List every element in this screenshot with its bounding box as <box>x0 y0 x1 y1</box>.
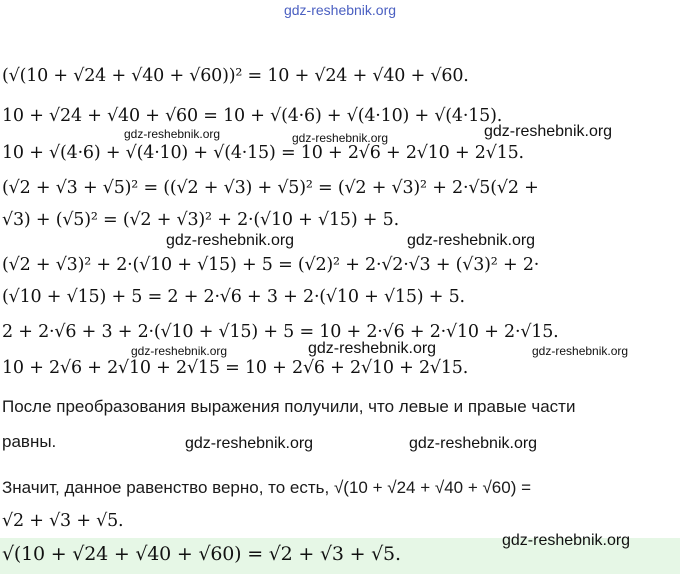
math-line-9: 10 + 2√6 + 2√10 + 2√15 = 10 + 2√6 + 2√10 + 2√15. <box>2 358 469 378</box>
math-line-6: (√2 + √3)² + 2·(√10 + √15) + 5 = (√2)² + 2·√2·√3 + (√3)² + 2· <box>2 255 540 275</box>
math-line-2: 10 + √24 + √40 + √60 = 10 + √(4·6) + √(4·10) + √(4·15). <box>2 106 503 126</box>
watermark: gdz-reshebnik.org <box>532 344 629 358</box>
watermark: gdz-reshebnik.org <box>124 127 221 141</box>
math-line-7: (√10 + √15) + 5 = 2 + 2·√6 + 3 + 2·(√10 + √15) + 5. <box>2 287 465 307</box>
math-line-5: √3) + (√5)² = (√2 + √3)² + 2·(√10 + √15) + 5. <box>2 210 399 230</box>
math-line-1: (√(10 + √24 + √40 + √60))² = 10 + √24 + √40 + √60. <box>2 66 469 86</box>
site-header-link[interactable]: gdz-reshebnik.org <box>283 2 397 18</box>
math-line-4: (√2 + √3 + √5)² = ((√2 + √3) + √5)² = (√2 + √3)² + 2·√5(√2 + <box>2 178 539 198</box>
conclusion-math: √2 + √3 + √5. <box>2 511 124 531</box>
conclusion-text-3: Значит, данное равенство верно, то есть, √(10 + √24 + √40 + √60) = <box>2 478 532 497</box>
watermark: gdz-reshebnik.org <box>131 344 228 358</box>
watermark: gdz-reshebnik.org <box>185 435 314 452</box>
math-line-8: 2 + 2·√6 + 3 + 2·(√10 + √15) + 5 = 10 + 2·√6 + 2·√10 + 2·√15. <box>2 322 559 342</box>
watermark: gdz-reshebnik.org <box>308 340 437 357</box>
conclusion-text-2: равны. <box>2 432 57 451</box>
conclusion-text-1: После преобразования выражения получили, что левые и правые части <box>2 397 576 416</box>
watermark: gdz-reshebnik.org <box>166 232 295 249</box>
final-answer: √(10 + √24 + √40 + √60) = √2 + √3 + √5. <box>2 543 401 565</box>
math-line-3: 10 + √(4·6) + √(4·10) + √(4·15) = 10 + 2√6 + 2√10 + 2√15. <box>2 143 524 163</box>
watermark: gdz-reshebnik.org <box>292 131 389 145</box>
watermark: gdz-reshebnik.org <box>502 532 631 549</box>
watermark: gdz-reshebnik.org <box>484 123 613 140</box>
watermark: gdz-reshebnik.org <box>407 232 536 249</box>
watermark: gdz-reshebnik.org <box>409 435 538 452</box>
